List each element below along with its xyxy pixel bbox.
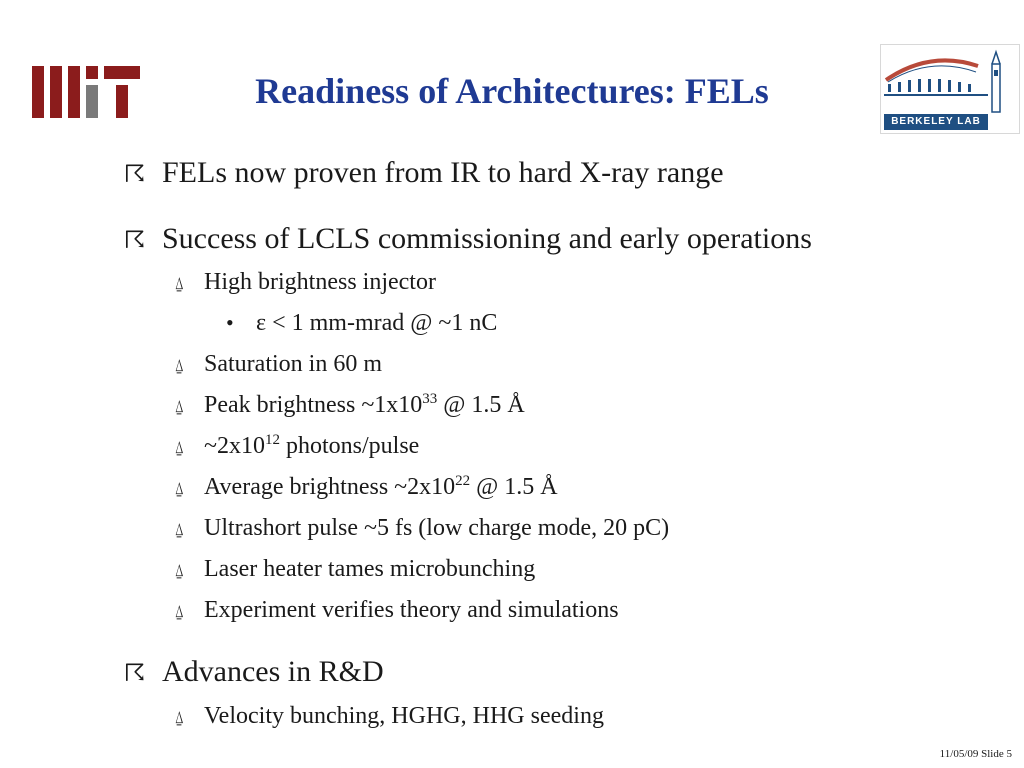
berkeley-lab-label: BERKELEY LAB [891,116,981,127]
bullet-level2 [174,350,382,378]
bullet-level2 [174,596,619,624]
bullet-level2 [174,514,669,542]
caret-bullet-icon: ⍙ [174,708,185,728]
caret-bullet-icon: ⍙ [174,397,185,417]
caret-bullet-icon: ⍙ [174,274,185,294]
bullet-text: Laser heater tames microbunching [204,556,536,582]
bullet-level2 [174,432,419,460]
bullet-level2 [174,555,535,583]
dot-bullet-icon: • [226,310,234,335]
lightning-bullet-icon: ☈ [124,160,146,188]
bullet-text: Success of LCLS commissioning and early operations [162,222,812,255]
caret-bullet-icon: ⍙ [174,561,185,581]
bullet-level2 [174,391,525,419]
bullet-text: Ultrashort pulse ~5 fs (low charge mode, 20 pC) [204,515,670,541]
bullet-level2 [174,268,436,296]
caret-bullet-icon: ⍙ [174,479,185,499]
bullet-text: Velocity bunching, HGHG, HHG seeding [204,703,604,729]
bullet-level2 [174,702,604,730]
bullet-level1 [124,156,724,190]
bullet-level1 [124,655,384,689]
bullet-text: Saturation in 60 m [204,351,382,377]
lightning-bullet-icon: ☈ [124,226,146,254]
bullet-text: Peak brightness $\sim 1x10^{33}$ @ 1.5 Å [204,391,525,418]
bullet-text: ε < 1 mm-mrad @ ~1 nC [256,310,498,336]
slide-footer: 11/05/09 Slide 5 [939,748,1012,760]
bullet-level3 [226,309,497,337]
bullet-text: Average brightness $\sim 2x10^{22}$ @ 1.5 Å [204,473,558,500]
slide-title: Readiness of Architectures: FELs [255,71,769,111]
caret-bullet-icon: ⍙ [174,520,185,540]
bullet-level2 [174,473,558,501]
bullet-level1 [124,222,812,256]
caret-bullet-icon: ⍙ [174,602,185,622]
bullet-text: FELs now proven from IR to hard X-ray range [162,156,724,189]
bullet-text: High brightness injector [204,269,436,295]
lightning-bullet-icon: ☈ [124,659,146,687]
caret-bullet-icon: ⍙ [174,438,185,458]
bullet-text: Experiment verifies theory and simulations [204,597,619,623]
bullet-text: $\sim 2x10^{12}$ photons/pulse [204,432,420,459]
bullet-text: Advances in R&D [162,655,384,688]
caret-bullet-icon: ⍙ [174,356,185,376]
